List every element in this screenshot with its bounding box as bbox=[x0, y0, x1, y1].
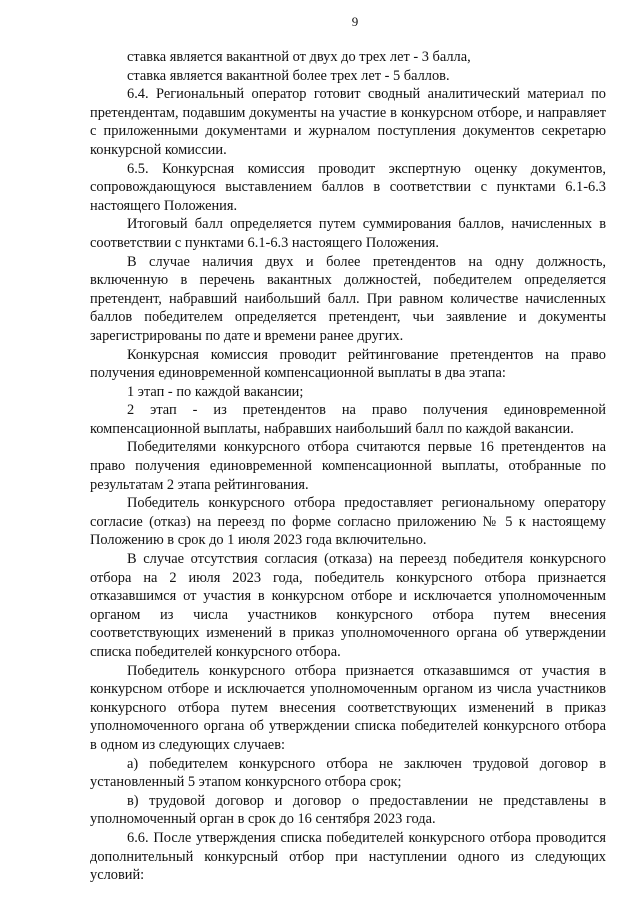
paragraph-final-score: Итоговый балл определяется путем суммирования баллов, начисленных в соответствии с пунктами 6.1-6.3 настоящего Положения. bbox=[90, 216, 606, 251]
page-number: 9 bbox=[351, 14, 359, 29]
paragraph-6-6: 6.6. После утверждения списка победителей конкурсного отбора проводится дополнительный конкурсный отбор при наступлении одного из следующих условий: bbox=[90, 829, 606, 884]
paragraph-stage-1: 1 этап - по каждой вакансии; bbox=[127, 383, 304, 400]
paragraph-case-v: в) трудовой договор и договор о предоставлении не представлены в уполномоченный орган в срок до 16 сентября 2023 года. bbox=[90, 792, 606, 828]
paragraph-tie-break: В случае наличия двух и более претендентов на одну должность, включенную в перечень вакантных должностей, победителем определяется претендент, набравший наибольший балл. При равном количестве начисленных баллов победителем определяется претендент, чьи заявление и документы зарегистрированы по дате и времени ранее других. bbox=[90, 253, 606, 344]
paragraph-no-consent: В случае отсутствия согласия (отказа) на переезд победителя конкурсного отбора на 2 июля 2023 года, победитель конкурсного отбора признается отказавшимся от участия в конкурсном отборе и исключается уполномоченным органом из числа участников конкурсного отбора путем внесения соответствующих изменений в приказ уполномоченного органа об утверждении списка победителей конкурсного отбора. bbox=[90, 551, 606, 660]
paragraph-6-4: 6.4. Региональный оператор готовит сводный аналитический материал по претендентам, подавшим документы на участие в конкурсном отборе, и направляет с приложенными документами и журналом поступления документов секретарю конкурсной комиссии. bbox=[90, 86, 606, 158]
paragraph-rating-stages: Конкурсная комиссия проводит рейтингование претендентов на право получения единовременной компенсационной выплаты в два этапа: bbox=[90, 346, 606, 382]
paragraph-winners: Победителями конкурсного отбора считаются первые 16 претендентов на право получения единовременной компенсационной выплаты, отобранные по результатам 2 этапа рейтингования. bbox=[90, 439, 606, 493]
paragraph-rate-over-three-years: ставка является вакантной более трех лет - 5 баллов. bbox=[127, 67, 450, 84]
paragraph-withdrawal-cases: Победитель конкурсного отбора признается отказавшимся от участия в конкурсном отборе и исключается уполномоченным органом из числа участников конкурсного отбора путем внесения соответствующих изменений в приказ уполномоченного органа об утверждении списка победителей конкурсного отбора в одном из следующих случаев: bbox=[90, 662, 606, 753]
paragraph-6-5: 6.5. Конкурсная комиссия проводит экспертную оценку документов, сопровождающуюся выставлением баллов в соответствии с пунктами 6.1-6.3 настоящего Положения. bbox=[90, 160, 606, 214]
paragraph-consent: Победитель конкурсного отбора предоставляет региональному оператору согласие (отказ) на переезд по форме согласно приложению № 5 к настоящему Положению в срок до 1 июля 2023 года включительно. bbox=[90, 495, 606, 549]
paragraph-rate-two-three-years: ставка является вакантной от двух до трех лет - 3 балла, bbox=[127, 49, 471, 65]
paragraph-stage-2: 2 этап - из претендентов на право получения единовременной компенсационной выплаты, набравших наибольший балл по каждой вакансии. bbox=[90, 402, 606, 437]
paragraph-case-a: а) победителем конкурсного отбора не заключен трудовой договор в установленный 5 этапом конкурсного отбора срок; bbox=[90, 755, 606, 791]
